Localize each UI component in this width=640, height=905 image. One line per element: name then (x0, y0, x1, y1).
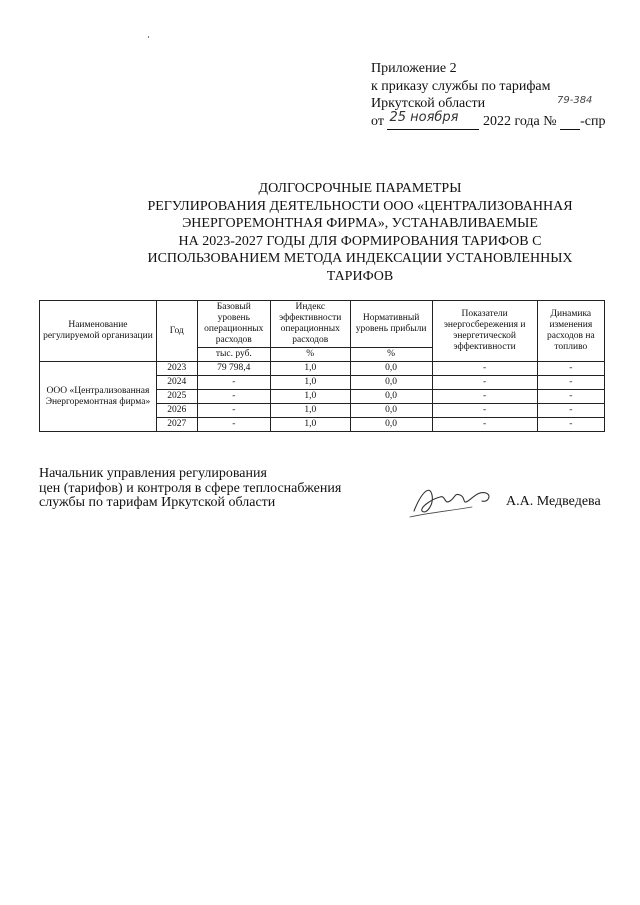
year-cell: 2026 (156, 404, 197, 418)
year-cell: 2025 (156, 390, 197, 404)
unit-base: тыс. руб. (197, 348, 270, 362)
title-line-4: НА 2023-2027 ГОДЫ ДЛЯ ФОРМИРОВАНИЯ ТАРИФОВ С (178, 233, 542, 249)
org-name-cell: ООО «Централизованная Энергоремонтная фирма» (40, 362, 157, 432)
header-org: Наименование регулируемой организации (40, 301, 157, 362)
index-cell: 1,0 (270, 376, 350, 390)
title-line-3: ЭНЕРГОРЕМОНТНАЯ ФИРМА», УСТАНАВЛИВАЕМЫЕ (182, 216, 538, 231)
header-dynamics: Динамика изменения расходов на топливо (537, 301, 604, 362)
indicators-cell: - (432, 390, 537, 404)
date-blank (387, 109, 479, 130)
year-cell: 2024 (156, 376, 197, 390)
base-cell: - (197, 418, 270, 432)
handwritten-date: 25 ноября (389, 109, 459, 125)
indicators-cell: - (432, 362, 537, 376)
dynamics-cell: - (537, 390, 604, 404)
norm-cell: 0,0 (350, 418, 432, 432)
year-cell: 2023 (156, 362, 197, 376)
handwritten-order-number: 79-384 (557, 95, 593, 106)
norm-cell: 0,0 (350, 362, 432, 376)
appendix-line-1: Приложение 2 (371, 61, 457, 76)
base-cell: 79 798,4 (197, 362, 270, 376)
index-cell: 1,0 (270, 418, 350, 432)
document-title (100, 180, 620, 285)
title-line-5: ИСПОЛЬЗОВАНИЕМ МЕТОДА ИНДЕКСАЦИИ УСТАНОВЛЕННЫХ (147, 251, 573, 266)
title-line-6: ТАРИФОВ (326, 268, 394, 284)
norm-cell: 0,0 (350, 390, 432, 404)
indicators-cell: - (432, 404, 537, 418)
appendix-date-line (371, 109, 606, 131)
header-index: Индекс эффективности операционных расходов (270, 301, 350, 348)
dynamics-cell: - (537, 376, 604, 390)
base-cell: - (197, 390, 270, 404)
signatory-line-3: службы по тарифам Иркутской области (39, 495, 276, 510)
unit-index: % (270, 348, 350, 362)
indicators-cell: - (432, 376, 537, 390)
signatory-line-1: Начальник управления регулирования (39, 466, 267, 481)
appendix-line-3: Иркутской области (371, 96, 486, 111)
title-line-1: ДОЛГОСРОЧНЫЕ ПАРАМЕТРЫ (258, 181, 462, 196)
appendix-line-2: к приказу службы по тарифам (371, 78, 551, 94)
dynamics-cell: - (537, 362, 604, 376)
year-cell: 2027 (156, 418, 197, 432)
parameters-table (39, 300, 605, 432)
header-year: Год (156, 301, 197, 362)
signatory-name: А.А. Медведева (506, 494, 601, 509)
signatory-block (39, 467, 341, 511)
base-cell: - (197, 376, 270, 390)
index-cell: 1,0 (270, 404, 350, 418)
date-prefix: от (371, 113, 384, 129)
unit-norm: % (350, 348, 432, 362)
index-cell: 1,0 (270, 362, 350, 376)
dynamics-cell: - (537, 418, 604, 432)
base-cell: - (197, 404, 270, 418)
indicators-cell: - (432, 418, 537, 432)
norm-cell: 0,0 (350, 404, 432, 418)
norm-cell: 0,0 (350, 376, 432, 390)
number-blank (560, 114, 580, 130)
signatory-line-2: цен (тарифов) и контроля в сфере теплоснабжения (39, 480, 342, 496)
number-suffix: -спр (580, 113, 606, 129)
date-suffix: 2022 года № (482, 113, 557, 129)
scan-speck (148, 36, 149, 38)
title-line-2: РЕГУЛИРОВАНИЯ ДЕЯТЕЛЬНОСТИ ООО «ЦЕНТРАЛИЗОВАННАЯ (147, 198, 573, 214)
dynamics-cell: - (537, 404, 604, 418)
handwritten-signature (408, 481, 498, 521)
table-row (40, 362, 605, 376)
index-cell: 1,0 (270, 390, 350, 404)
header-indicators: Показатели энергосбережения и энергетической эффективности (432, 301, 537, 362)
header-base: Базовый уровень операционных расходов (197, 301, 270, 348)
header-norm: Нормативный уровень прибыли (350, 301, 432, 348)
